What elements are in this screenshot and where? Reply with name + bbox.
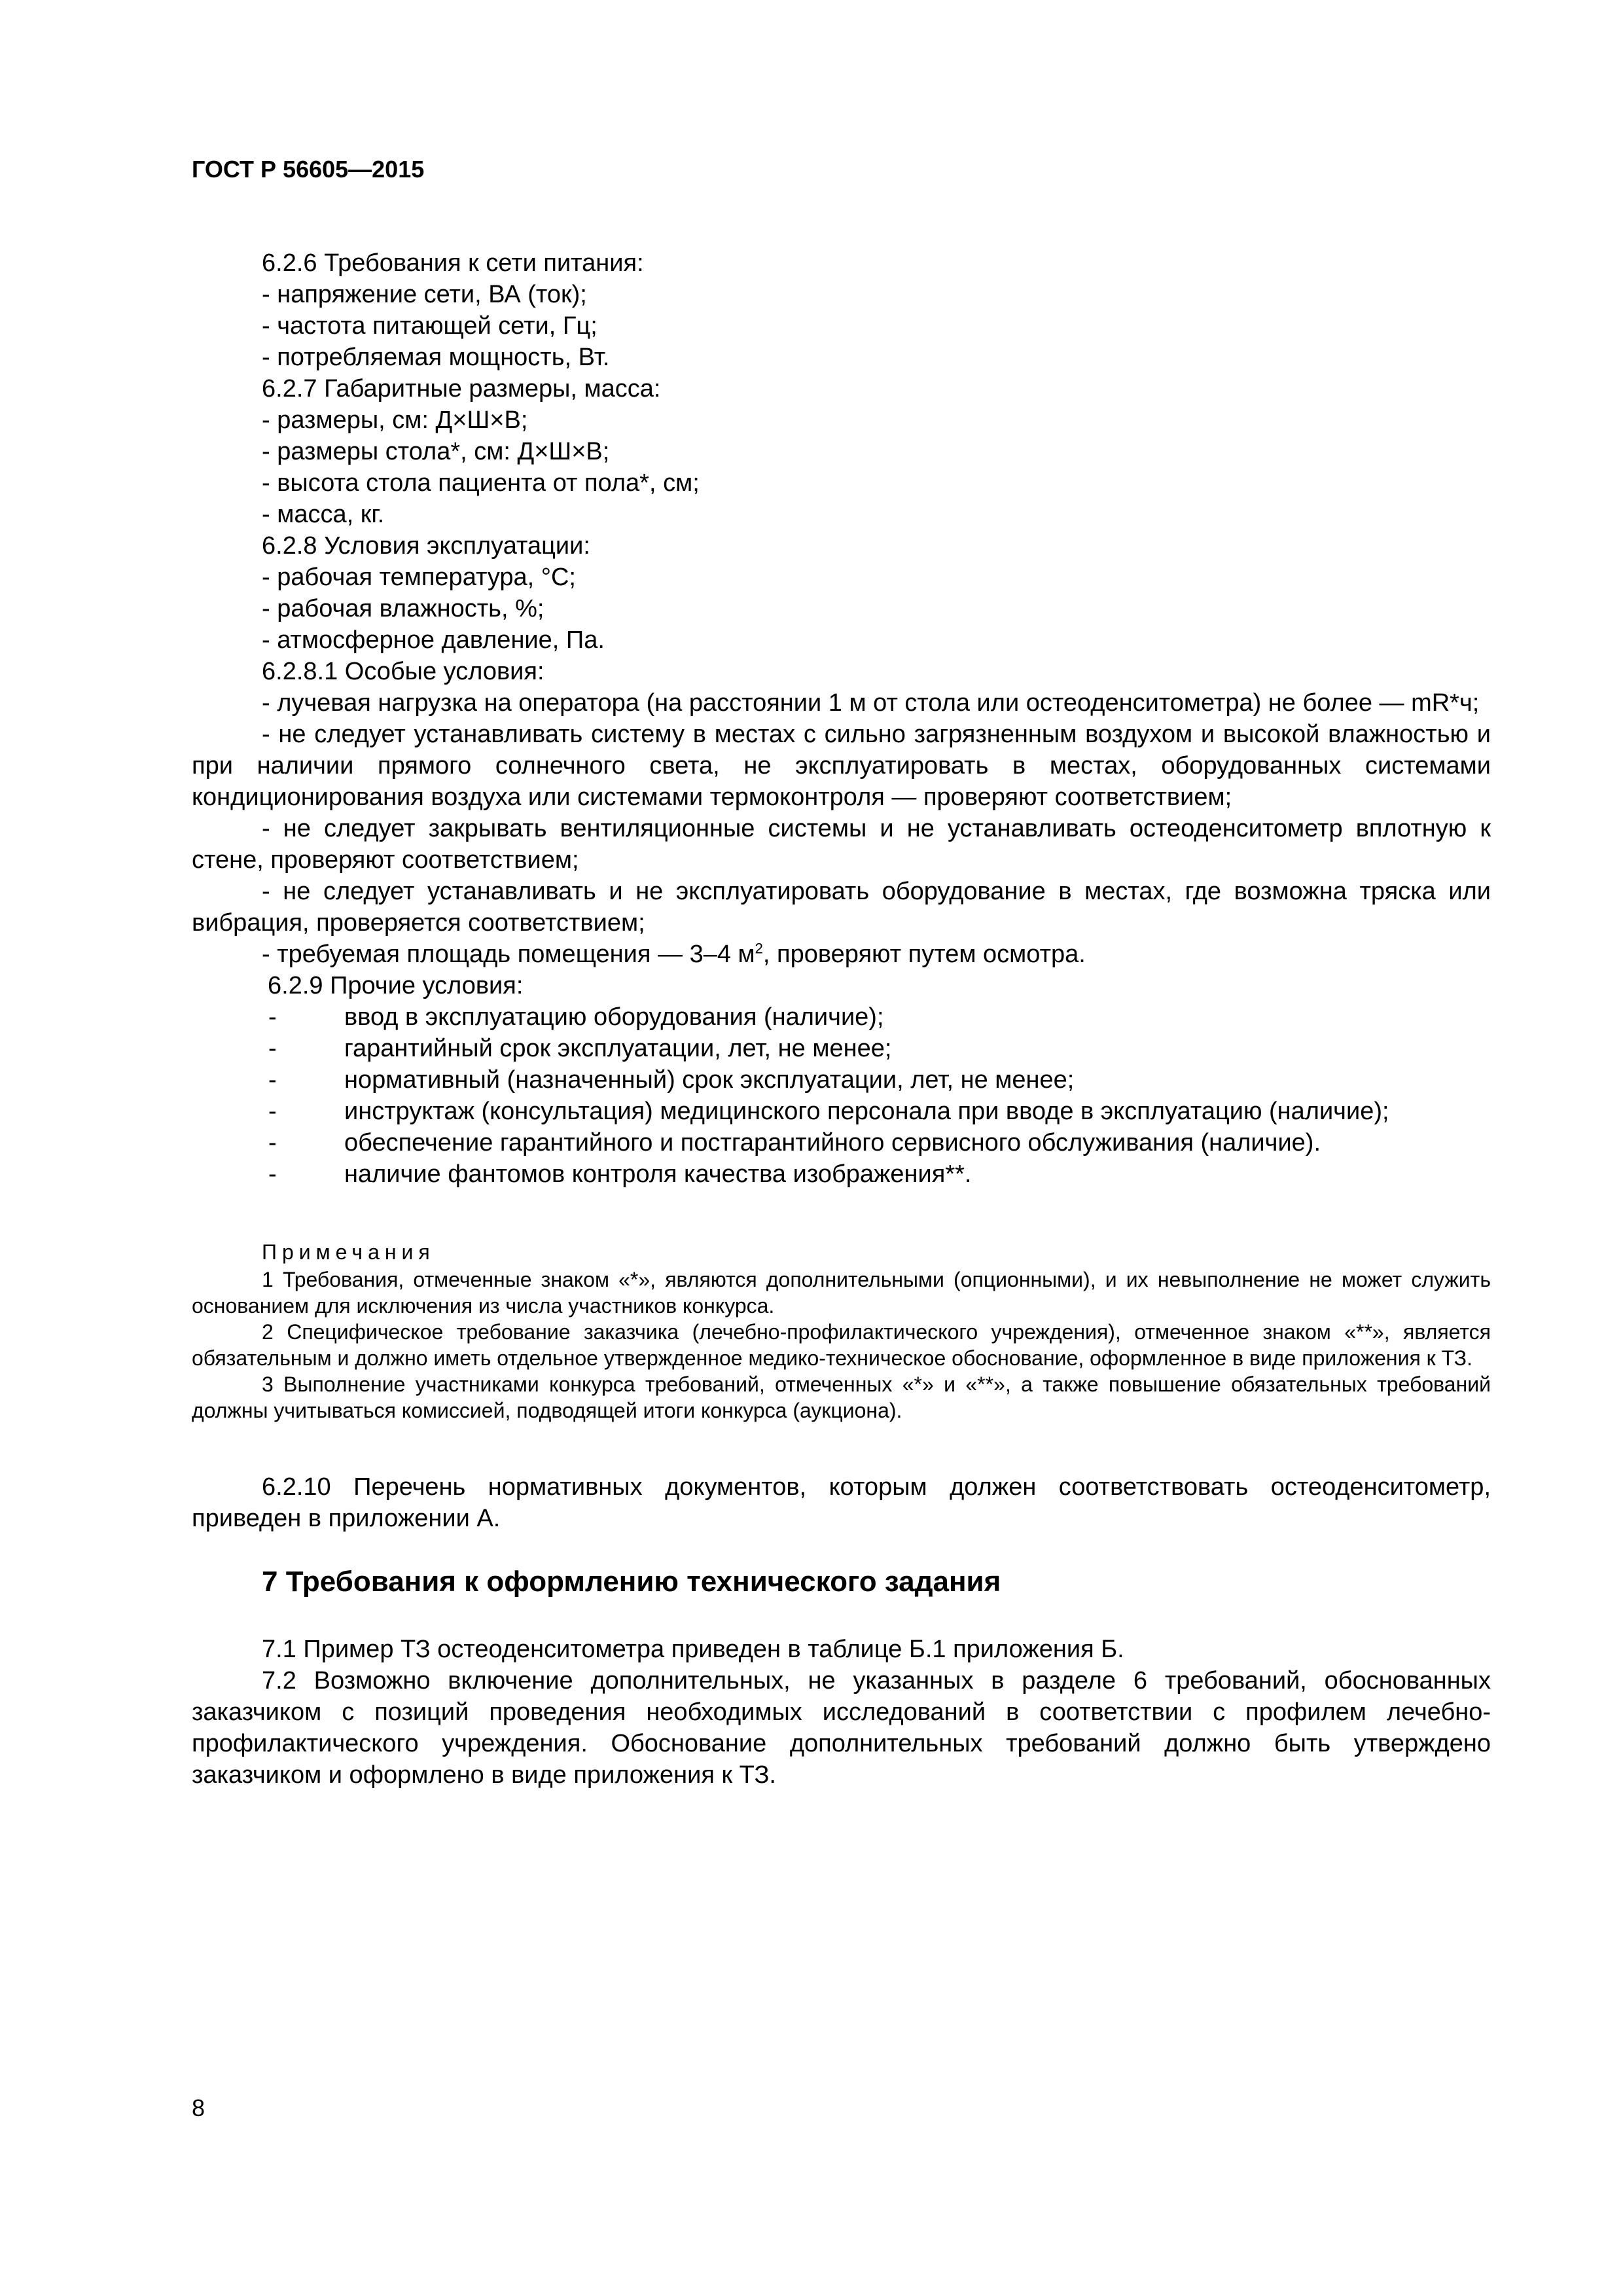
bullet-dash: - xyxy=(268,1066,277,1094)
clause-6-2-10: 6.2.10 Перечень нормативных документов, которым должен соответствовать остеоденситометр, приведен в приложении А. xyxy=(192,1473,1491,1532)
bullet-item xyxy=(192,1096,1491,1127)
special-condition: - не следует устанавливать систему в местах с сильно загрязненным воздухом и высокой влажностью и при наличии прямого солнечного света, не эксплуатировать в местах, оборудованных системами кондиционирования воздуха или системами термоконтроля — проверяют соответствием; xyxy=(192,721,1491,811)
list-item: - атмосферное давление, Па. xyxy=(262,626,605,654)
section-6-requirements xyxy=(192,247,1491,1190)
room-area-suffix: , проверяют путем осмотра. xyxy=(762,941,1086,968)
room-area-requirement xyxy=(192,939,1491,970)
bullet-item xyxy=(192,1127,1491,1158)
list-item: - рабочая влажность, %; xyxy=(262,595,544,622)
bullet-text: нормативный (назначенный) срок эксплуатации, лет, не менее; xyxy=(344,1066,1075,1094)
list-item: - высота стола пациента от пола*, см; xyxy=(262,469,700,497)
page-number: 8 xyxy=(192,2094,205,2121)
clause-6-2-8-1: 6.2.8.1 Особые условия: xyxy=(262,658,544,685)
clause-6-2-6: 6.2.6 Требования к сети питания: xyxy=(262,249,644,277)
bullet-item xyxy=(192,1064,1491,1096)
list-item: - размеры, см: Д×Ш×В; xyxy=(262,406,528,434)
special-condition: - не следует закрывать вентиляционные системы и не устанавливать остеоденситометр вплотную к стене, проверяют соответствием; xyxy=(192,815,1491,874)
list-item: - масса, кг. xyxy=(262,501,385,528)
section-7-title: 7 Требования к оформлению технического задания xyxy=(262,1566,1001,1598)
bullet-text: наличие фантомов контроля качества изображения**. xyxy=(344,1160,972,1188)
bullet-text: гарантийный срок эксплуатации, лет, не менее; xyxy=(344,1035,892,1062)
bullet-item xyxy=(192,1001,1491,1033)
list-item: - частота питающей сети, Гц; xyxy=(262,312,597,340)
list-item: - размеры стола*, см: Д×Ш×В; xyxy=(262,438,610,465)
special-condition: - лучевая нагрузка на оператора (на расстоянии 1 м от стола или остеоденситометра) не более — mR*ч; xyxy=(262,689,1480,717)
special-condition: - не следует устанавливать и не эксплуатировать оборудование в местах, где возможна тряска или вибрация, проверяется соответствием; xyxy=(192,878,1491,937)
bullet-dash: - xyxy=(268,1129,277,1157)
bullet-text: инструктаж (консультация) медицинского персонала при вводе в эксплуатацию (наличие); xyxy=(344,1098,1389,1125)
clause-7-1: 7.1 Пример ТЗ остеоденситометра приведен в таблице Б.1 приложения Б. xyxy=(262,1636,1124,1663)
list-item: - рабочая температура, °С; xyxy=(262,564,576,591)
bullet-dash: - xyxy=(268,1003,277,1031)
bullet-text: обеспечение гарантийного и постгарантийного сервисного обслуживания (наличие). xyxy=(344,1129,1321,1157)
notes-block xyxy=(192,1239,1491,1424)
area-superscript: 2 xyxy=(755,940,763,957)
bullet-item xyxy=(192,1158,1491,1190)
notes-title: Примечания xyxy=(262,1240,435,1264)
note-item: 1 Требования, отмеченные знаком «*», являются дополнительными (опционными), и их невыполнение не может служить основанием для исключения из числа участников конкурса. xyxy=(192,1268,1491,1318)
list-item: - потребляемая мощность, Вт. xyxy=(262,344,610,371)
bullet-dash: - xyxy=(268,1035,277,1062)
clause-7-2: 7.2 Возможно включение дополнительных, не указанных в разделе 6 требований, обоснованных заказчиком с позиций проведения необходимых исследований в соответствии с профилем лечебно-профилактического учреждения. Обоснование дополнительных требований должно быть утверждено заказчиком и оформлено в виде приложения к ТЗ. xyxy=(192,1667,1491,1789)
document-header: ГОСТ Р 56605—2015 xyxy=(192,156,425,183)
clause-6-2-10-block xyxy=(192,1471,1491,1534)
section-7-body xyxy=(192,1634,1491,1791)
clause-6-2-8: 6.2.8 Условия эксплуатации: xyxy=(262,532,590,560)
bullet-text: ввод в эксплуатацию оборудования (наличие); xyxy=(344,1003,884,1031)
bullet-item xyxy=(192,1033,1491,1064)
room-area-text: - требуемая площадь помещения — 3–4 м xyxy=(262,941,755,968)
bullet-dash: - xyxy=(268,1098,277,1125)
note-item: 3 Выполнение участниками конкурса требований, отмеченных «*» и «**», а также повышение обязательных требований должны учитываться комиссией, подводящей итоги конкурса (аукциона). xyxy=(192,1372,1491,1422)
note-item: 2 Специфическое требование заказчика (лечебно-профилактического учреждения), отмеченное знаком «**», является обязательным и должно иметь отдельное утвержденное медико-техническое обоснование, оформленное в виде приложения к ТЗ. xyxy=(192,1320,1491,1370)
bullet-dash: - xyxy=(268,1160,277,1188)
clause-6-2-7: 6.2.7 Габаритные размеры, масса: xyxy=(262,375,661,403)
clause-6-2-9: 6.2.9 Прочие условия: xyxy=(268,972,524,999)
list-item: - напряжение сети, ВА (ток); xyxy=(262,281,587,308)
